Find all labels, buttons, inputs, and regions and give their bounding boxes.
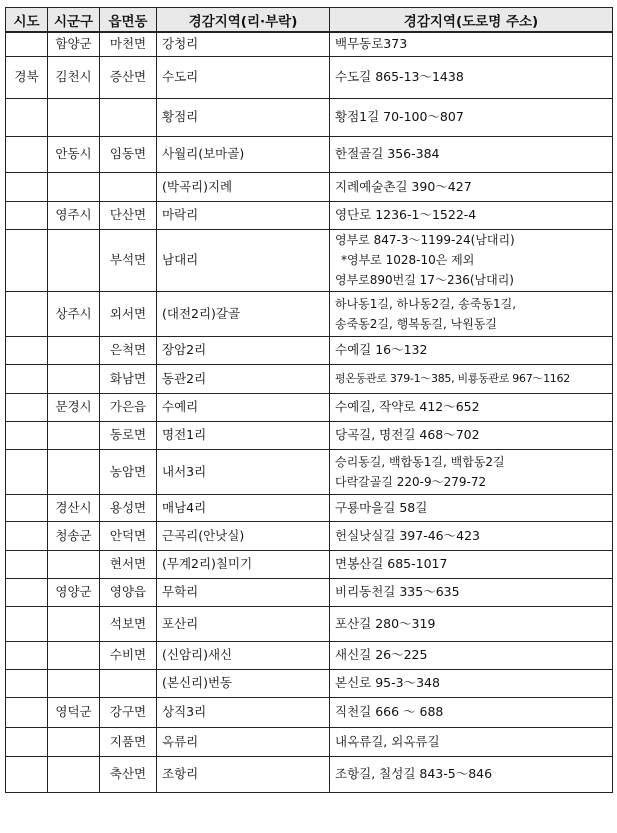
cell-eupmyeondong: 현서면: [100, 550, 157, 578]
cell-road-address: [330, 393, 613, 421]
cell-eupmyeondong: [100, 98, 157, 136]
road-address-line: 영단로 1236-1～1522-4: [335, 207, 477, 222]
table-row: [6, 291, 613, 336]
cell-sido: [6, 494, 48, 521]
header-sido: 시도: [6, 8, 48, 33]
cell-sido: [6, 697, 48, 727]
road-address-line: 백무동로373: [335, 36, 408, 52]
cell-road-address: [330, 641, 613, 669]
road-address-line: *영부로 1028-10은 제외: [341, 253, 475, 267]
table-row: [6, 756, 613, 792]
table-row: [6, 201, 613, 229]
cell-sido: [6, 641, 48, 669]
cell-sigungu: [48, 727, 100, 756]
road-address-line: 하나동1길, 하나동2길, 송죽동1길,: [335, 296, 517, 311]
cell-road-address: [330, 449, 613, 494]
road-address-line: 수예길 16～132: [335, 342, 428, 357]
cell-road-address: [330, 421, 613, 449]
road-address-line: 본신로 95-3～348: [335, 675, 440, 690]
regions-table: [5, 7, 613, 793]
road-address-line: 직천길 666 ～ 688: [335, 704, 444, 719]
cell-sido: [6, 421, 48, 449]
cell-village: 내서3리: [157, 449, 330, 494]
cell-road-address: [330, 606, 613, 641]
table-row: [6, 521, 613, 550]
table-row: [6, 56, 613, 98]
cell-road-address: [330, 669, 613, 697]
table-row: [6, 136, 613, 172]
cell-village: 마락리: [157, 201, 330, 229]
cell-village: 무학리: [157, 578, 330, 606]
cell-road-address: [330, 229, 613, 291]
cell-sido: [6, 550, 48, 578]
cell-road-address: [330, 521, 613, 550]
cell-village: (대전2리)갈골: [157, 291, 330, 336]
table-row: [6, 727, 613, 756]
header-eupmyeondong: 읍면동: [100, 8, 157, 33]
cell-village: 조항리: [157, 756, 330, 792]
cell-sigungu: 문경시: [48, 393, 100, 421]
header-village: 경감지역(리·부락): [157, 8, 330, 33]
cell-village: 황점리: [157, 98, 330, 136]
cell-village: 상직3리: [157, 697, 330, 727]
cell-eupmyeondong: 석보면: [100, 606, 157, 641]
cell-sido: 경북: [6, 56, 48, 98]
cell-sido: [6, 336, 48, 364]
road-address-line: 지례예술촌길 390～427: [335, 178, 472, 194]
cell-sigungu: [48, 229, 100, 291]
road-address-line: 구룡마을길 58길: [335, 499, 428, 515]
table-row: [6, 449, 613, 494]
cell-village: 장암2리: [157, 336, 330, 364]
table-row: [6, 229, 613, 291]
table-row: [6, 172, 613, 201]
cell-sido: [6, 669, 48, 697]
cell-sido: [6, 364, 48, 393]
cell-sigungu: 함양군: [48, 32, 100, 56]
road-address-line: 수도길 865-13～1438: [335, 69, 464, 84]
cell-eupmyeondong: 부석면: [100, 229, 157, 291]
cell-sido: [6, 291, 48, 336]
header-road-address: 경감지역(도로명 주소): [330, 8, 613, 33]
header-sigungu: 시군구: [48, 8, 100, 33]
cell-eupmyeondong: 임동면: [100, 136, 157, 172]
cell-road-address: [330, 172, 613, 201]
cell-sigungu: 영양군: [48, 578, 100, 606]
cell-sido: [6, 521, 48, 550]
road-address-line: 평온동관로 379-1～385, 비룡동관로 967～1162: [335, 371, 570, 385]
road-address-line: 다락갈골길 220-9～279-72: [335, 474, 487, 489]
road-address-line: 황점1길 70-100～807: [335, 109, 464, 124]
cell-road-address: [330, 98, 613, 136]
cell-village: (무계2리)칠미기: [157, 550, 330, 578]
cell-road-address: [330, 697, 613, 727]
table-body: [6, 32, 613, 792]
cell-sigungu: 김천시: [48, 56, 100, 98]
cell-eupmyeondong: 영양읍: [100, 578, 157, 606]
cell-village: 포산리: [157, 606, 330, 641]
cell-sido: [6, 172, 48, 201]
cell-eupmyeondong: 화남면: [100, 364, 157, 393]
table-row: [6, 494, 613, 521]
cell-sigungu: [48, 606, 100, 641]
cell-sigungu: 청송군: [48, 521, 100, 550]
cell-road-address: [330, 336, 613, 364]
cell-village: (신암리)새신: [157, 641, 330, 669]
cell-sigungu: [48, 669, 100, 697]
cell-eupmyeondong: 농암면: [100, 449, 157, 494]
cell-village: 명전1리: [157, 421, 330, 449]
cell-eupmyeondong: 축산면: [100, 756, 157, 792]
road-address-line: 헌실낫실길 397-46～423: [335, 527, 480, 543]
table-row: [6, 364, 613, 393]
cell-road-address: [330, 201, 613, 229]
cell-village: (본신리)번동: [157, 669, 330, 697]
cell-village: 사월리(보마골): [157, 136, 330, 172]
cell-sido: [6, 606, 48, 641]
cell-road-address: [330, 32, 613, 56]
header-row: [6, 8, 613, 33]
table-row: [6, 697, 613, 727]
cell-eupmyeondong: 동로면: [100, 421, 157, 449]
cell-eupmyeondong: 단산면: [100, 201, 157, 229]
cell-eupmyeondong: 마천면: [100, 32, 157, 56]
cell-road-address: [330, 136, 613, 172]
cell-eupmyeondong: 수비면: [100, 641, 157, 669]
cell-road-address: [330, 756, 613, 792]
cell-sigungu: [48, 421, 100, 449]
cell-sido: [6, 32, 48, 56]
road-address-line: 면봉산길 685-1017: [335, 556, 448, 571]
cell-eupmyeondong: 가은읍: [100, 393, 157, 421]
cell-sigungu: [48, 449, 100, 494]
cell-sigungu: [48, 364, 100, 393]
road-address-line: 수예길, 작약로 412～652: [335, 399, 480, 414]
cell-road-address: [330, 56, 613, 98]
cell-eupmyeondong: 외서면: [100, 291, 157, 336]
cell-sido: [6, 727, 48, 756]
cell-sigungu: 경산시: [48, 494, 100, 521]
cell-eupmyeondong: 안덕면: [100, 521, 157, 550]
cell-village: 근곡리(안낫실): [157, 521, 330, 550]
cell-sigungu: [48, 641, 100, 669]
cell-sigungu: [48, 172, 100, 201]
cell-road-address: [330, 291, 613, 336]
cell-eupmyeondong: 은척면: [100, 336, 157, 364]
cell-sigungu: 안동시: [48, 136, 100, 172]
cell-sigungu: 영주시: [48, 201, 100, 229]
cell-village: 동관2리: [157, 364, 330, 393]
cell-sigungu: [48, 336, 100, 364]
road-address-line: 포산길 280～319: [335, 615, 436, 631]
cell-sido: [6, 98, 48, 136]
cell-sido: [6, 756, 48, 792]
cell-village: 남대리: [157, 229, 330, 291]
cell-eupmyeondong: [100, 669, 157, 697]
road-address-line: 한절골길 356-384: [335, 146, 440, 161]
cell-village: 매남4리: [157, 494, 330, 521]
cell-eupmyeondong: 증산면: [100, 56, 157, 98]
cell-sido: [6, 201, 48, 229]
cell-road-address: [330, 364, 613, 393]
table-row: [6, 32, 613, 56]
cell-road-address: [330, 494, 613, 521]
road-address-line: 송죽동2길, 행복동길, 낙원동길: [335, 316, 497, 331]
road-address-line: 내옥류길, 외옥류길: [335, 733, 440, 749]
road-address-line: 영부로 847-3～1199-24(남대리): [335, 233, 515, 247]
cell-sido: [6, 393, 48, 421]
table-row: [6, 641, 613, 669]
cell-eupmyeondong: 강구면: [100, 697, 157, 727]
cell-sigungu: [48, 98, 100, 136]
table-row: [6, 393, 613, 421]
table-row: [6, 98, 613, 136]
cell-sido: [6, 449, 48, 494]
cell-sido: [6, 136, 48, 172]
cell-sigungu: 상주시: [48, 291, 100, 336]
road-address-line: 비리동천길 335～635: [335, 584, 460, 599]
cell-sigungu: [48, 756, 100, 792]
cell-eupmyeondong: [100, 172, 157, 201]
cell-sido: [6, 229, 48, 291]
road-address-line: 영부로890번길 17～236(남대리): [335, 273, 514, 287]
table-row: [6, 336, 613, 364]
cell-road-address: [330, 727, 613, 756]
table-row: [6, 578, 613, 606]
road-address-line: 조항길, 칠성길 843-5～846: [335, 766, 493, 781]
cell-sigungu: 영덕군: [48, 697, 100, 727]
cell-village: 강청리: [157, 32, 330, 56]
cell-eupmyeondong: 용성면: [100, 494, 157, 521]
table-row: [6, 550, 613, 578]
cell-village: 옥류리: [157, 727, 330, 756]
table-container: [5, 7, 613, 793]
cell-eupmyeondong: 지품면: [100, 727, 157, 756]
cell-village: (박곡리)지례: [157, 172, 330, 201]
road-address-line: 당곡길, 명전길 468～702: [335, 427, 480, 442]
cell-village: 수도리: [157, 56, 330, 98]
cell-village: 수예리: [157, 393, 330, 421]
road-address-line: 승리동길, 백합동1길, 백합동2길: [335, 454, 505, 469]
cell-road-address: [330, 550, 613, 578]
table-row: [6, 421, 613, 449]
cell-sido: [6, 578, 48, 606]
table-row: [6, 606, 613, 641]
cell-sigungu: [48, 550, 100, 578]
road-address-line: 새신길 26～225: [335, 647, 428, 662]
cell-road-address: [330, 578, 613, 606]
table-row: [6, 669, 613, 697]
